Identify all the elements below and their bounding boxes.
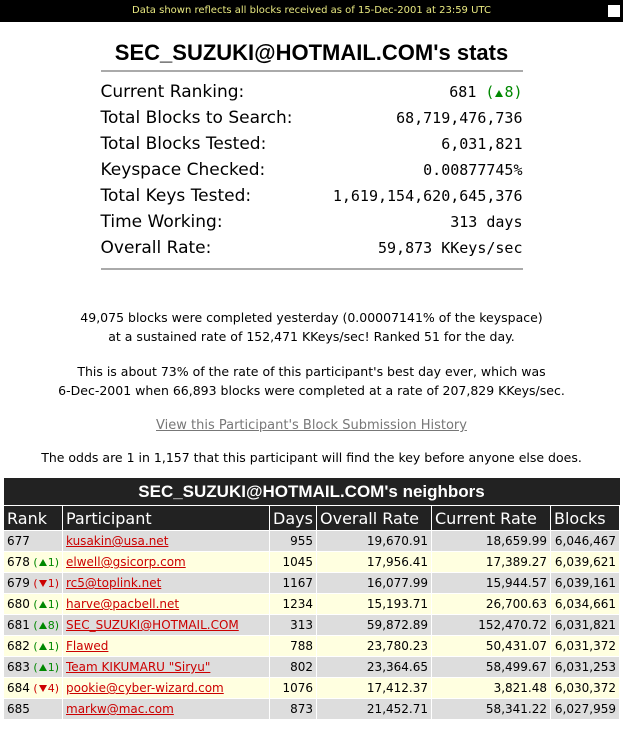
participant-cell	[63, 531, 270, 552]
rank-cell	[4, 678, 63, 699]
participant-link[interactable]: kusakin@usa.net	[66, 534, 169, 548]
stat-label: Keyspace Checked:	[100, 160, 266, 180]
blocks-cell: 6,039,621	[551, 552, 620, 573]
rank-cell	[4, 615, 63, 636]
rank-cell	[4, 552, 63, 573]
block-history-link[interactable]: View this Participant's Block Submission History	[156, 418, 467, 433]
bestday-line: This is about 73% of the rate of this participant's best day ever, which was	[77, 364, 546, 379]
rank-change: ( 1)	[29, 598, 59, 611]
rank-change: ( 1)	[29, 640, 59, 653]
rank-change-value: 1	[47, 661, 55, 674]
bottom-divider	[101, 268, 523, 270]
stat-value: 68,719,476,736	[396, 109, 523, 127]
participant-cell	[63, 615, 270, 636]
current-rate-cell: 50,431.07	[432, 636, 551, 657]
days-cell: 1045	[270, 552, 317, 573]
overall-rate-cell: 17,412.37	[317, 678, 432, 699]
days-cell: 1234	[270, 594, 317, 615]
rank-change-value: 4	[47, 682, 55, 695]
odds-text: The odds are 1 in 1,157 that this participant will find the key before anyone else does.	[41, 450, 582, 465]
rank-value: 684	[7, 681, 30, 695]
yesterday-summary	[0, 308, 623, 346]
rank-value: 680	[7, 597, 30, 611]
participant-link[interactable]: Flawed	[66, 639, 109, 653]
rank-change: ( 8)	[29, 619, 59, 632]
rank-change-value: 8	[47, 619, 55, 632]
overall-rate-cell: 16,077.99	[317, 573, 432, 594]
yesterday-line: at a sustained rate of 152,471 KKeys/sec! Ranked 51 for the day.	[108, 329, 515, 344]
participant-cell	[63, 552, 270, 573]
table-row	[4, 531, 620, 552]
overall-rate-cell: 23,364.65	[317, 657, 432, 678]
rank-value: 681	[7, 618, 30, 632]
neighbors-caption: SEC_SUZUKI@HOTMAIL.COM's neighbors	[4, 478, 620, 506]
current-rate-cell: 26,700.63	[432, 594, 551, 615]
rank-change-value: 1	[47, 577, 55, 590]
table-row	[4, 594, 620, 615]
table-row	[4, 552, 620, 573]
stat-overall-rate	[101, 235, 523, 261]
blocks-cell: 6,034,661	[551, 594, 620, 615]
rank-change-value: 1	[47, 640, 55, 653]
rank-change-value: 1	[47, 598, 55, 611]
rank-change: ( 1)	[29, 661, 59, 674]
rank-cell	[4, 636, 63, 657]
stat-total-keys-tested	[101, 183, 523, 209]
current-rate-cell: 15,944.57	[432, 573, 551, 594]
rank-value: 682	[7, 639, 30, 653]
bestday-line: 6-Dec-2001 when 66,893 blocks were completed at a rate of 207,829 KKeys/sec.	[58, 383, 565, 398]
stat-label: Current Ranking:	[100, 82, 245, 102]
stat-value: 59,873 KKeys/sec	[378, 239, 523, 257]
days-cell: 955	[270, 531, 317, 552]
stat-value: 0.00877745%	[423, 161, 523, 179]
participant-cell	[63, 594, 270, 615]
participant-cell	[63, 657, 270, 678]
table-row	[4, 678, 620, 699]
rank-value: 679	[7, 576, 30, 590]
blocks-cell: 6,027,959	[551, 699, 620, 720]
table-row	[4, 615, 620, 636]
days-cell: 1076	[270, 678, 317, 699]
up-arrow-icon	[39, 601, 47, 608]
yesterday-line: 49,075 blocks were completed yesterday (0.00007141% of the keyspace)	[80, 310, 543, 325]
stat-label: Total Blocks Tested:	[100, 134, 267, 154]
days-cell: 313	[270, 615, 317, 636]
days-cell: 788	[270, 636, 317, 657]
participant-link[interactable]: elwell@gsicorp.com	[66, 555, 186, 569]
participant-link[interactable]: SEC_SUZUKI@HOTMAIL.COM	[66, 618, 239, 632]
stat-label: Time Working:	[100, 212, 223, 232]
blocks-cell: 6,031,372	[551, 636, 620, 657]
overall-rate-cell: 23,780.23	[317, 636, 432, 657]
up-arrow-icon	[39, 643, 47, 650]
stat-label: Overall Rate:	[100, 238, 212, 258]
participant-cell	[63, 699, 270, 720]
blocks-cell: 6,031,253	[551, 657, 620, 678]
stat-value	[449, 83, 522, 101]
stat-time-working	[101, 209, 523, 235]
participant-cell	[63, 573, 270, 594]
header-days: Days	[270, 506, 317, 531]
blocks-cell: 6,030,372	[551, 678, 620, 699]
participant-cell	[63, 636, 270, 657]
header-rank: Rank	[4, 506, 63, 531]
rank-value: 683	[7, 660, 30, 674]
up-arrow-icon	[39, 559, 47, 566]
header-overall-rate: Overall Rate	[317, 506, 432, 531]
rank-change: ( 1)	[29, 556, 59, 569]
participant-cell	[63, 678, 270, 699]
ranking-change: ( 8)	[485, 83, 523, 101]
current-rate-cell: 3,821.48	[432, 678, 551, 699]
current-rate-cell: 152,470.72	[432, 615, 551, 636]
rank-value: 678	[7, 555, 30, 569]
rank-value: 677	[7, 534, 30, 548]
table-row	[4, 573, 620, 594]
stat-current-ranking	[101, 79, 523, 105]
blocks-cell: 6,031,821	[551, 615, 620, 636]
overall-rate-cell: 59,872.89	[317, 615, 432, 636]
rank-change-value: 1	[47, 556, 55, 569]
blocks-cell: 6,046,467	[551, 531, 620, 552]
page-title: SEC_SUZUKI@HOTMAIL.COM's stats	[114, 40, 509, 65]
table-row	[4, 657, 620, 678]
participant-link[interactable]: harve@pacbell.net	[66, 597, 180, 611]
participant-link[interactable]: markw@mac.com	[66, 702, 174, 716]
days-cell: 802	[270, 657, 317, 678]
rank-cell	[4, 531, 63, 552]
banner-text: Data shown reflects all blocks received as of 15-Dec-2001 at 23:59 UTC	[132, 5, 491, 16]
up-arrow-icon	[39, 622, 47, 629]
header-blocks: Blocks	[551, 506, 620, 531]
up-arrow-icon	[39, 664, 47, 671]
participant-link[interactable]: rc5@toplink.net	[66, 576, 162, 590]
best-day-summary	[0, 362, 623, 400]
table-row	[4, 699, 620, 720]
participant-link[interactable]: pookie@cyber-wizard.com	[66, 681, 224, 695]
stats-panel	[101, 72, 523, 268]
current-rate-cell: 58,341.22	[432, 699, 551, 720]
down-arrow-icon	[39, 685, 47, 692]
current-rate-cell: 58,499.67	[432, 657, 551, 678]
stat-label: Total Blocks to Search:	[100, 108, 293, 128]
days-cell: 1167	[270, 573, 317, 594]
stat-value: 1,619,154,620,645,376	[332, 187, 523, 205]
rank-cell	[4, 594, 63, 615]
up-arrow-icon	[495, 90, 503, 97]
days-cell: 873	[270, 699, 317, 720]
stat-value: 313 days	[450, 213, 523, 231]
participant-link[interactable]: Team KIKUMARU "Siryu"	[66, 660, 211, 674]
rank-cell	[4, 573, 63, 594]
rank-value: 685	[7, 702, 30, 716]
stat-label: Total Keys Tested:	[100, 186, 252, 206]
rank-cell	[4, 699, 63, 720]
current-rate-cell: 18,659.99	[432, 531, 551, 552]
overall-rate-cell: 19,670.91	[317, 531, 432, 552]
overall-rate-cell: 21,452.71	[317, 699, 432, 720]
ranking-change-value: 8	[504, 83, 514, 101]
rank-cell	[4, 657, 63, 678]
stat-value: 6,031,821	[441, 135, 523, 153]
stat-total-blocks-search	[101, 105, 523, 131]
stat-keyspace-checked	[101, 157, 523, 183]
blocks-cell: 6,039,161	[551, 573, 620, 594]
rank-change: ( 4)	[29, 682, 59, 695]
table-row	[4, 636, 620, 657]
stat-total-blocks-tested	[101, 131, 523, 157]
overall-rate-cell: 15,193.71	[317, 594, 432, 615]
neighbors-table	[3, 478, 620, 720]
rank-change: ( 1)	[29, 577, 59, 590]
current-rate-cell: 17,389.27	[432, 552, 551, 573]
history-link-container	[0, 418, 623, 433]
status-banner	[0, 0, 623, 22]
header-current-rate: Current Rate	[432, 506, 551, 531]
down-arrow-icon	[39, 580, 47, 587]
ranking-value: 681	[449, 83, 477, 101]
overall-rate-cell: 17,956.41	[317, 552, 432, 573]
header-participant: Participant	[63, 506, 270, 531]
corner-box-icon	[608, 5, 620, 17]
